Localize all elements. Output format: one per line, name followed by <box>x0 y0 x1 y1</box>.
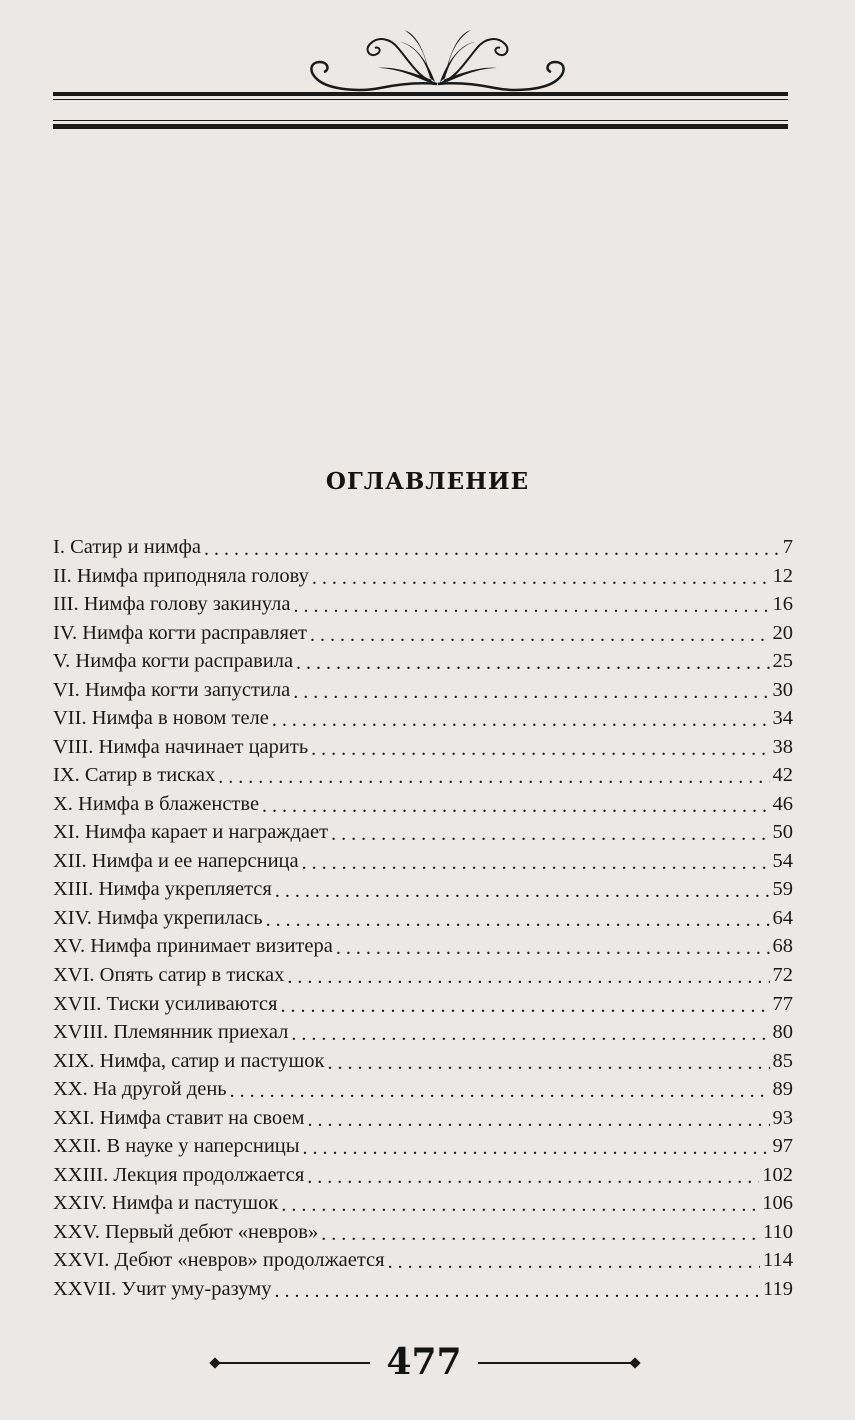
toc-entry-page: 20 <box>772 621 793 644</box>
toc-entry <box>53 790 793 819</box>
toc-entry <box>53 619 793 648</box>
toc-entry-label: XVII. Тиски усиливаются <box>53 992 278 1015</box>
toc-list <box>53 533 793 1303</box>
toc-entry <box>53 1018 793 1047</box>
toc-leader-dots <box>274 1277 760 1297</box>
toc-entry-label: VI. Нимфа когти запустила <box>53 678 291 701</box>
toc-entry-label: XX. На другой день <box>53 1078 227 1101</box>
toc-leader-dots <box>311 735 769 755</box>
toc-entry-page: 72 <box>772 963 793 986</box>
toc-entry-page: 42 <box>772 764 793 787</box>
footer-diamond-right <box>629 1357 640 1368</box>
toc-entry <box>53 932 793 961</box>
toc-entry-page: 25 <box>772 650 793 673</box>
toc-leader-dots <box>336 934 770 954</box>
toc-entry-page: 7 <box>782 536 793 558</box>
toc-entry-page: 12 <box>772 564 793 587</box>
toc-leader-dots <box>312 564 770 584</box>
toc-leader-dots <box>310 621 769 641</box>
toc-leader-dots <box>230 1077 770 1097</box>
toc-entry-page: 110 <box>763 1220 793 1243</box>
toc-entry-page: 46 <box>772 792 793 815</box>
toc-entry-label: IV. Нимфа когти расправляет <box>53 621 308 644</box>
toc-entry-label: XVIII. Племянник приехал <box>53 1021 289 1044</box>
toc-leader-dots <box>218 763 769 783</box>
toc-entry <box>53 761 793 790</box>
toc-entry <box>53 1075 793 1104</box>
toc-leader-dots <box>308 1106 770 1126</box>
toc-entry-label: XXIII. Лекция продолжается <box>53 1163 305 1186</box>
toc-entry-page: 119 <box>763 1277 793 1300</box>
toc-entry-label: XXV. Первый дебют «невров» <box>53 1220 319 1243</box>
toc-entry-page: 106 <box>762 1192 793 1215</box>
toc-entry <box>53 533 793 562</box>
toc-leader-dots <box>262 792 769 812</box>
toc-entry-page: 97 <box>772 1135 793 1158</box>
toc-entry <box>53 1132 793 1161</box>
toc-leader-dots <box>388 1248 760 1268</box>
toc-entry-label: I. Сатир и нимфа <box>53 536 202 558</box>
scroll-ornament-icon <box>300 22 575 94</box>
toc-leader-dots <box>275 877 770 897</box>
toc-entry-page: 80 <box>772 1021 793 1044</box>
toc-entry-label: XXVII. Учит уму-разуму <box>53 1277 272 1300</box>
toc-entry-label: XII. Нимфа и ее наперсница <box>53 849 299 872</box>
toc-leader-dots <box>293 678 769 698</box>
toc-entry <box>53 1275 793 1304</box>
toc-entry <box>53 1047 793 1076</box>
toc-entry-label: VII. Нимфа в новом теле <box>53 707 269 730</box>
toc-entry <box>53 904 793 933</box>
toc-entry <box>53 1104 793 1133</box>
toc-entry <box>53 1161 793 1190</box>
header-rule-bottom-thick <box>53 124 788 129</box>
toc-entry-label: II. Нимфа приподняла голову <box>53 564 309 587</box>
toc-entry-label: XIII. Нимфа укрепляется <box>53 878 272 901</box>
toc-leader-dots <box>302 849 770 869</box>
toc-entry-label: XXIV. Нимфа и пастушок <box>53 1192 279 1215</box>
toc-entry <box>53 676 793 705</box>
toc-leader-dots <box>204 535 780 555</box>
page-footer <box>215 1342 635 1382</box>
toc-entry <box>53 847 793 876</box>
toc-leader-dots <box>293 592 769 612</box>
toc-leader-dots <box>328 1049 770 1069</box>
toc-title: ОГЛАВЛЕНИЕ <box>325 468 530 495</box>
toc-entry <box>53 590 793 619</box>
toc-entry-page: 89 <box>772 1078 793 1101</box>
toc-entry <box>53 1189 793 1218</box>
toc-entry-label: XIX. Нимфа, сатир и пастушок <box>53 1049 325 1072</box>
toc-leader-dots <box>272 706 770 726</box>
toc-leader-dots <box>303 1134 770 1154</box>
toc-entry <box>53 990 793 1019</box>
header-rule-top-thin <box>53 99 788 100</box>
toc-leader-dots <box>291 1020 769 1040</box>
toc-entry-page: 30 <box>772 678 793 701</box>
toc-entry <box>53 733 793 762</box>
toc-entry <box>53 562 793 591</box>
toc-entry-page: 54 <box>772 849 793 872</box>
toc-leader-dots <box>321 1220 760 1240</box>
footer-line-left <box>215 1362 370 1364</box>
toc-entry-label: X. Нимфа в блаженстве <box>53 792 260 815</box>
toc-leader-dots <box>287 963 769 983</box>
toc-entry-page: 59 <box>772 878 793 901</box>
toc-entry-page: 64 <box>772 906 793 929</box>
toc-entry-label: III. Нимфа голову закинула <box>53 593 291 616</box>
toc-entry <box>53 961 793 990</box>
toc-leader-dots <box>296 649 769 669</box>
toc-leader-dots <box>331 820 769 840</box>
footer-line-right <box>478 1362 635 1364</box>
toc-entry-page: 68 <box>772 935 793 958</box>
toc-leader-dots <box>281 1191 759 1211</box>
toc-entry-page: 77 <box>772 992 793 1015</box>
toc-entry-page: 34 <box>772 707 793 730</box>
toc-entry-page: 50 <box>772 821 793 844</box>
toc-entry-page: 38 <box>772 735 793 758</box>
toc-entry <box>53 818 793 847</box>
toc-leader-dots <box>280 992 769 1012</box>
toc-entry <box>53 704 793 733</box>
toc-entry <box>53 1246 793 1275</box>
header-rule-top-thick <box>53 92 788 96</box>
toc-entry-label: XIV. Нимфа укрепилась <box>53 906 263 929</box>
toc-entry-label: XXI. Нимфа ставит на своем <box>53 1106 305 1129</box>
toc-entry-label: XXII. В науке у наперсницы <box>53 1135 300 1158</box>
header-rule-bottom-thin <box>53 120 788 121</box>
toc-leader-dots <box>266 906 770 926</box>
toc-entry-label: VIII. Нимфа начинает царить <box>53 735 309 758</box>
toc-entry-page: 114 <box>763 1249 793 1272</box>
toc-entry-label: XVI. Опять сатир в тисках <box>53 963 285 986</box>
toc-entry <box>53 1218 793 1247</box>
toc-leader-dots <box>307 1163 759 1183</box>
toc-entry-label: XV. Нимфа принимает визитера <box>53 935 333 958</box>
toc-entry-label: XI. Нимфа карает и награждает <box>53 821 329 844</box>
toc-entry-page: 93 <box>772 1106 793 1129</box>
page-number: 477 <box>386 1341 462 1383</box>
toc-entry-page: 102 <box>762 1163 793 1186</box>
toc-entry-label: V. Нимфа когти расправила <box>53 650 294 673</box>
toc-entry-label: IX. Сатир в тисках <box>53 764 216 787</box>
toc-entry <box>53 875 793 904</box>
toc-entry <box>53 647 793 676</box>
toc-entry-label: XXVI. Дебют «невров» продолжается <box>53 1249 385 1272</box>
toc-entry-page: 85 <box>772 1049 793 1072</box>
toc-entry-page: 16 <box>772 593 793 616</box>
